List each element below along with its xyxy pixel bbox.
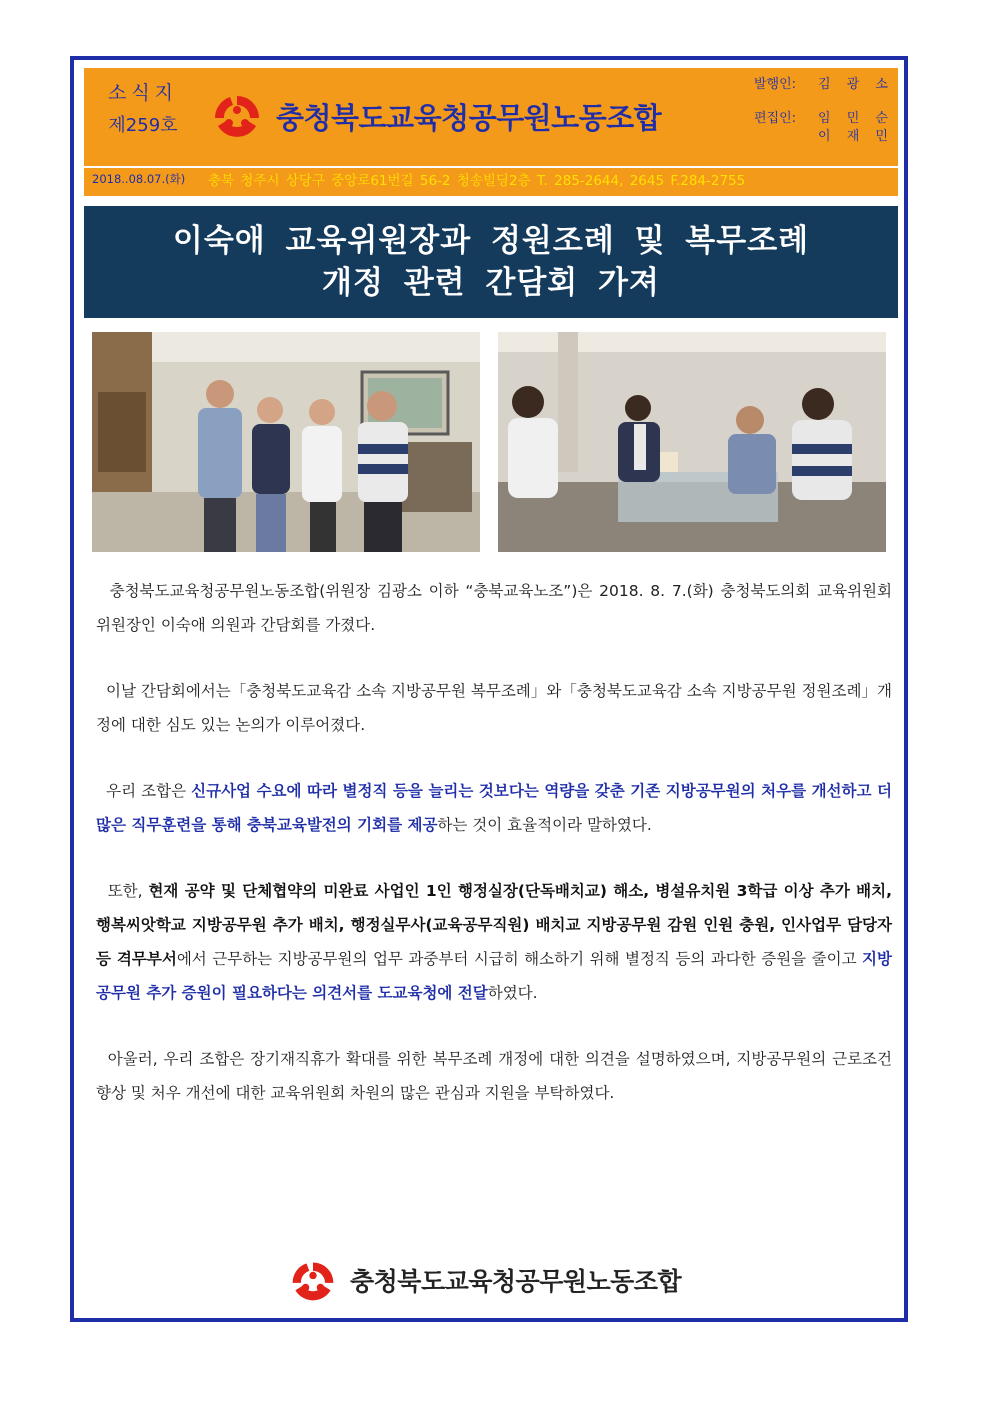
editor-name-2: 이 재 민 bbox=[818, 129, 894, 144]
publisher-row bbox=[754, 76, 894, 94]
staff-credits bbox=[754, 76, 894, 146]
headline-line-2: 개정 관련 간담회 가져 bbox=[322, 265, 660, 301]
paragraph-5 bbox=[96, 1042, 892, 1110]
paragraph-3 bbox=[96, 774, 892, 842]
meeting-photo bbox=[498, 332, 886, 552]
paragraph-2-text: 이날 간담회에서는「충청북도교육감 소속 지방공무원 복무조례」와「충청북도교육감 소속 지방공무원 정원조례」개정에 대한 심도 있는 논의가 이루어졌다. bbox=[96, 682, 892, 734]
paragraph-4 bbox=[96, 874, 892, 1010]
publisher-role: 발행인: bbox=[754, 77, 797, 92]
paragraph-5-text: 아울러, 우리 조합은 장기재직휴가 확대를 위한 복무조례 개정에 대한 의견을 설명하였으며, 지방공무원의 근로조건 향상 및 처우 개선에 대한 교육위원회 차원의 많은 관심과 지원을 부탁하였다. bbox=[96, 1050, 892, 1102]
paragraph-1 bbox=[96, 574, 892, 642]
headline-line-1: 이숙애 교육위원장과 정원조례 및 복무조례 bbox=[172, 223, 810, 259]
issue-label: 소식지 bbox=[107, 82, 179, 104]
paragraph-1-text: 충청북도교육청공무원노동조합(위원장 김광소 이하 “충북교육노조”)은 2018. 8. 7.(화) 충청북도의회 교육위원회 위원장인 이숙애 의원과 간담회를 가졌다. bbox=[96, 582, 893, 634]
footer-union-logo-icon bbox=[288, 1258, 338, 1304]
office-address: 충북 청주시 상당구 중앙로61번길 56-2 청송빌딩2층 T. 285-2644, 2645 F.284-2755 bbox=[208, 173, 746, 189]
org-title: 충청북도교육청공무원노동조합 bbox=[276, 101, 662, 135]
editor-name-1: 임 민 순 bbox=[818, 111, 894, 126]
editor-row-2 bbox=[754, 128, 894, 146]
paragraph-4-lead: 또한, bbox=[107, 882, 149, 900]
paragraph-3-tail: 하는 것이 효율적이라 말하였다. bbox=[437, 816, 652, 834]
paragraph-4-tail: 하였다. bbox=[487, 984, 538, 1002]
paragraph-4-middle: 에서 근무하는 지방공무원의 업무 과중부터 시급히 해소하기 위해 별정직 등의 과다한 증원을 줄이고 bbox=[176, 950, 863, 968]
issue-box bbox=[98, 78, 188, 144]
publisher-name: 김 광 소 bbox=[818, 77, 894, 92]
paragraph-3-highlight: 신규사업 수요에 따라 별정직 등을 늘리는 것보다는 역량을 갖춘 기존 지방공무원의 처우를 개선하고 더 많은 직무훈련을 통해 충북교육발전의 기회를 제공 bbox=[96, 782, 892, 834]
paragraph-4-bold: 현재 공약 및 단체협약의 미완료 사업인 1인 행정실장(단독배치교) 해소, 병설유치원 3학급 이상 추가 배치, 행복씨앗학교 지방공무원 추가 배치, 행정실무사(교육공무직원) 배치교 지방공무원 감원 인원 충원, 인사업무 담당자 등 격무부서 bbox=[96, 882, 892, 968]
group-photo bbox=[92, 332, 480, 552]
newsletter-header bbox=[84, 68, 898, 196]
paragraph-2 bbox=[96, 674, 892, 742]
paragraph-4-highlight: 지방공무원 추가 증원이 필요하다는 의견서를 도교육청에 전달 bbox=[96, 950, 892, 1002]
article-body bbox=[96, 574, 892, 1134]
editor-row bbox=[754, 110, 894, 128]
issue-number: 제259호 bbox=[108, 115, 178, 136]
header-divider bbox=[84, 166, 898, 168]
editor-role: 편집인: bbox=[754, 111, 797, 126]
paragraph-3-lead: 우리 조합은 bbox=[106, 782, 192, 800]
footer-org-name: 충청북도교육청공무원노동조합 bbox=[350, 1267, 682, 1296]
headline-banner bbox=[84, 206, 898, 318]
issue-date: 2018..08.07.(화) bbox=[92, 172, 186, 186]
union-logo-icon bbox=[210, 92, 264, 140]
